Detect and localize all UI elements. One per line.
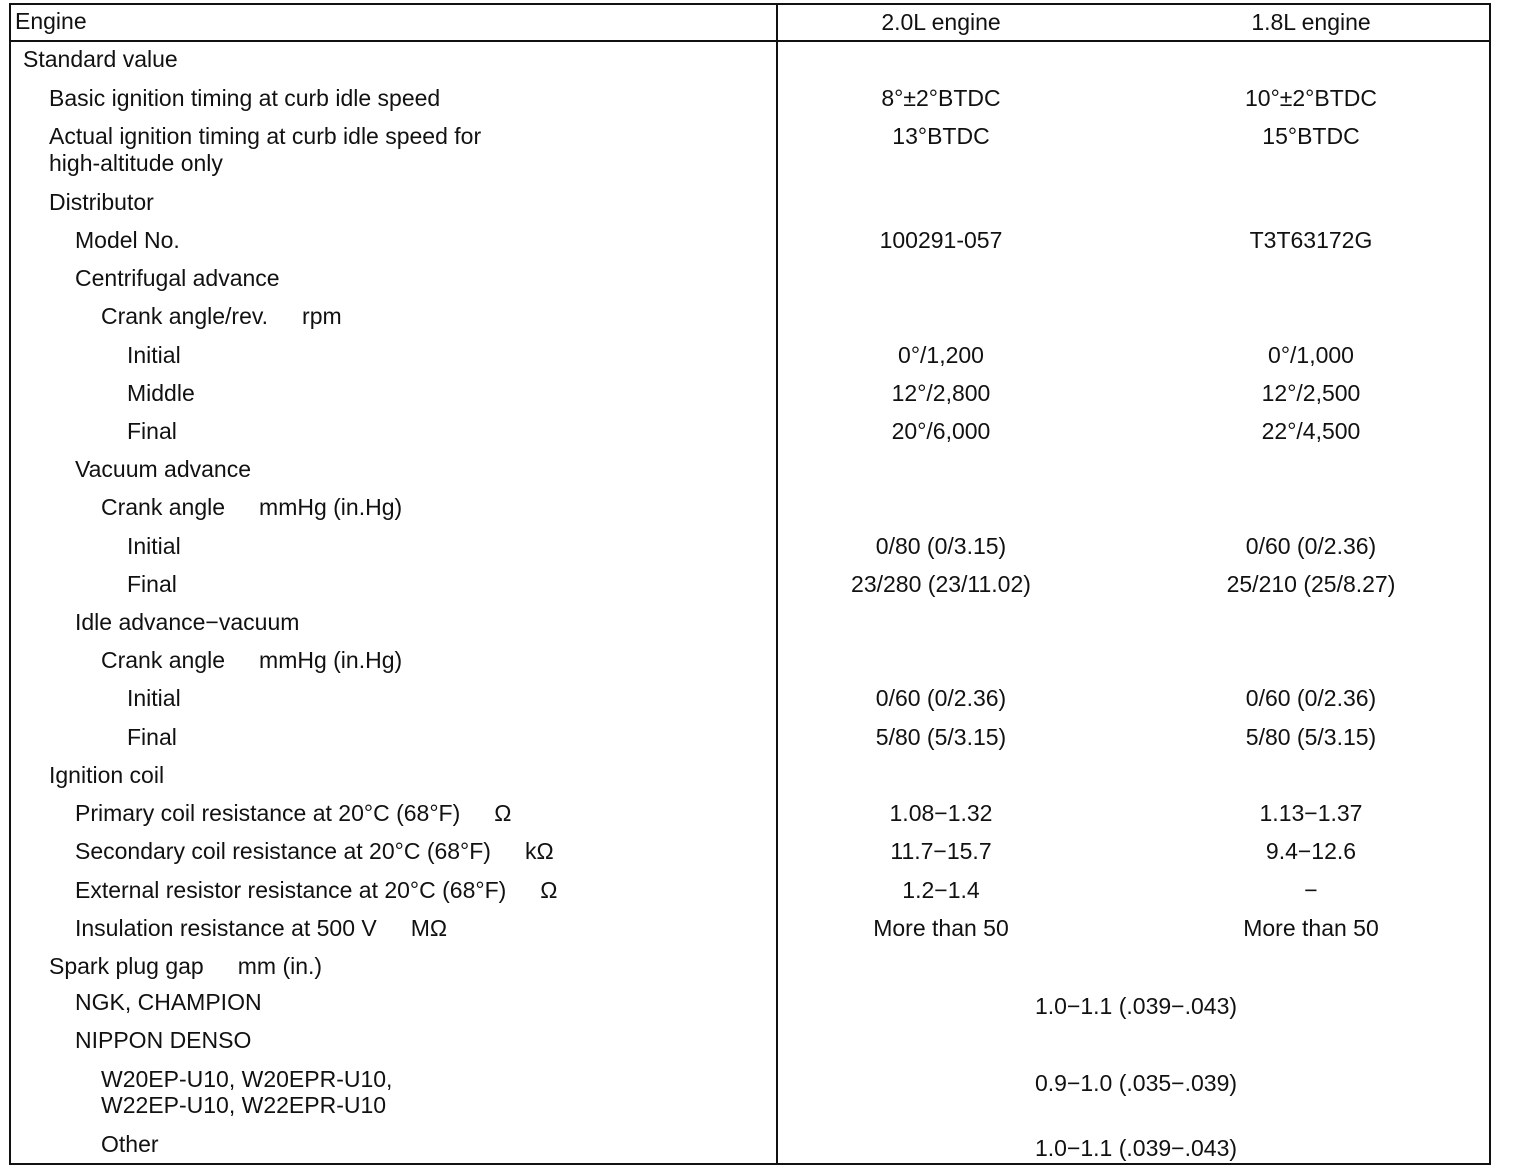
row-spark-plug-gap-unit: mm (in.) — [237, 953, 323, 979]
row-actual-timing-label-1: Actual ignition timing at curb idle speed for — [49, 123, 482, 149]
row-secondary-coil-1-8l: 9.4−12.6 — [1265, 838, 1357, 864]
row-cent-middle-2-0l: 12°/2,800 — [891, 380, 991, 406]
row-insulation — [11, 915, 447, 942]
ignition-spec-table — [9, 3, 1491, 1165]
row-other-value: 1.0−1.1 (.039−.043) — [1034, 1135, 1238, 1161]
row-ignition-coil: Ignition coil — [49, 762, 165, 788]
row-model-no-label: Model No. — [75, 227, 180, 253]
row-idle-crank-label: Crank angle — [101, 647, 226, 673]
row-idle-crank-unit: mmHg (in.Hg) — [259, 647, 403, 673]
row-cent-initial-1-8l: 0°/1,000 — [1268, 342, 1354, 368]
row-vac-initial-2-0l: 0/80 (0/3.15) — [875, 533, 1007, 559]
row-cent-final-2-0l: 20°/6,000 — [891, 418, 991, 444]
row-cent-middle-1-8l: 12°/2,500 — [1261, 380, 1361, 406]
row-actual-timing-1-8l: 15°BTDC — [1262, 123, 1360, 149]
header-2-0l: 2.0L engine — [881, 9, 1001, 35]
row-vac-crank-label: Crank angle — [101, 494, 226, 520]
row-w20-label-1: W20EP-U10, W20EPR-U10, — [101, 1066, 393, 1092]
row-spark-plug-gap — [11, 953, 322, 980]
row-vac-crank-unit: mmHg (in.Hg) — [259, 494, 403, 520]
row-external-resistor-1-8l: − — [1304, 877, 1318, 903]
row-idle-final-label: Final — [127, 724, 177, 750]
row-vac-initial-label: Initial — [127, 533, 181, 559]
row-idle-crank — [11, 647, 402, 674]
row-primary-coil-1-8l: 1.13−1.37 — [1259, 800, 1363, 826]
row-vac-final-label: Final — [127, 571, 177, 597]
header-1-8l: 1.8L engine — [1251, 9, 1371, 35]
row-standard-value: Standard value — [23, 46, 178, 72]
row-model-no-2-0l: 100291-057 — [879, 227, 1003, 253]
row-secondary-coil-unit: kΩ — [524, 838, 554, 864]
row-cent-initial-2-0l: 0°/1,200 — [898, 342, 984, 368]
row-w20-label-2: W22EP-U10, W22EPR-U10 — [101, 1092, 387, 1118]
row-vac-crank — [11, 494, 402, 521]
row-external-resistor-label: External resistor resistance at 20°C (68°F) — [75, 877, 507, 903]
row-insulation-1-8l: More than 50 — [1243, 915, 1379, 941]
row-insulation-label: Insulation resistance at 500 V — [75, 915, 377, 941]
row-basic-timing-1-8l: 10°±2°BTDC — [1244, 85, 1377, 111]
row-crank-rev — [11, 303, 342, 330]
header-engine: Engine — [15, 8, 87, 34]
row-primary-coil-2-0l: 1.08−1.32 — [889, 800, 993, 826]
row-secondary-coil-2-0l: 11.7−15.7 — [890, 838, 992, 864]
row-external-resistor-2-0l: 1.2−1.4 — [902, 877, 980, 903]
row-secondary-coil-label: Secondary coil resistance at 20°C (68°F) — [75, 838, 491, 864]
row-insulation-unit: MΩ — [410, 915, 448, 941]
row-model-no-1-8l: T3T63172G — [1249, 227, 1373, 253]
row-idle-initial-1-8l: 0/60 (0/2.36) — [1245, 685, 1377, 711]
column-divider — [776, 5, 778, 1163]
row-basic-timing-label: Basic ignition timing at curb idle speed — [49, 85, 441, 111]
row-external-resistor-unit: Ω — [540, 877, 558, 903]
row-actual-timing-label-2: high-altitude only — [49, 150, 223, 176]
row-distributor: Distributor — [49, 189, 154, 215]
row-external-resistor — [11, 877, 557, 904]
row-actual-timing-2-0l: 13°BTDC — [892, 123, 990, 149]
row-cent-final-1-8l: 22°/4,500 — [1261, 418, 1361, 444]
row-idle-final-1-8l: 5/80 (5/3.15) — [1245, 724, 1377, 750]
row-centrifugal-advance: Centrifugal advance — [75, 265, 280, 291]
row-spark-plug-gap-label: Spark plug gap — [49, 953, 204, 979]
row-ngk-label: NGK, CHAMPION — [75, 989, 262, 1015]
row-cent-middle-label: Middle — [127, 380, 195, 406]
row-idle-initial-2-0l: 0/60 (0/2.36) — [875, 685, 1007, 711]
row-idle-final-2-0l: 5/80 (5/3.15) — [875, 724, 1007, 750]
header-divider — [11, 40, 1489, 42]
row-primary-coil — [11, 800, 511, 827]
row-vac-final-1-8l: 25/210 (25/8.27) — [1226, 571, 1396, 597]
row-basic-timing-2-0l: 8°±2°BTDC — [881, 85, 1001, 111]
row-vac-final-2-0l: 23/280 (23/11.02) — [851, 571, 1031, 597]
row-ngk-value: 1.0−1.1 (.039−.043) — [1034, 993, 1238, 1019]
row-vacuum-advance: Vacuum advance — [75, 456, 252, 482]
row-crank-rev-unit: rpm — [302, 303, 342, 329]
row-cent-initial-label: Initial — [127, 342, 181, 368]
row-insulation-2-0l: More than 50 — [873, 915, 1009, 941]
row-vac-initial-1-8l: 0/60 (0/2.36) — [1245, 533, 1377, 559]
row-nippon-denso: NIPPON DENSO — [75, 1027, 252, 1053]
row-cent-final-label: Final — [127, 418, 177, 444]
row-w20-value: 0.9−1.0 (.035−.039) — [1034, 1070, 1238, 1096]
row-secondary-coil — [11, 838, 554, 865]
row-other-label: Other — [101, 1131, 159, 1157]
row-crank-rev-label: Crank angle/rev. — [101, 303, 269, 329]
row-primary-coil-label: Primary coil resistance at 20°C (68°F) — [75, 800, 461, 826]
row-primary-coil-unit: Ω — [494, 800, 512, 826]
row-idle-initial-label: Initial — [127, 685, 181, 711]
row-idle-advance: Idle advance−vacuum — [75, 609, 300, 635]
